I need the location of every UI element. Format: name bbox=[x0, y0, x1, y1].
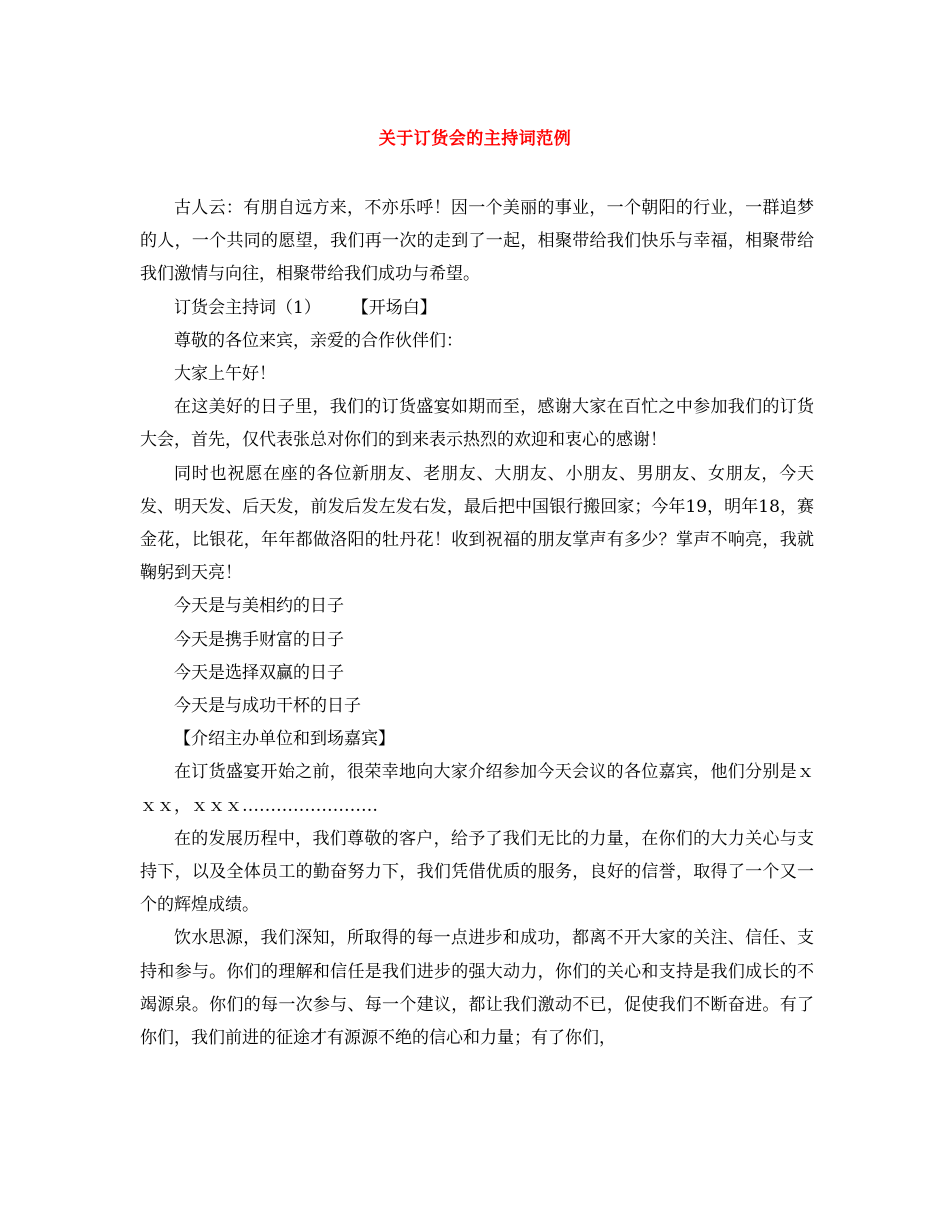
paragraph-greeting: 大家上午好！ bbox=[174, 364, 276, 385]
paragraph-guest-intro: 在订货盛宴开始之前，很荣幸地向大家介绍参加今天会议的各位嘉宾，他们分别是ｘｘｘ，ｘｘｘ…………………… bbox=[140, 762, 814, 816]
paragraph-section-heading-guests: 【介绍主办单位和到场嘉宾】 bbox=[174, 729, 395, 750]
paragraph-section-heading-opening: 订货会主持词（1） 【开场白】 bbox=[174, 297, 437, 318]
paragraph-blessing: 同时也祝愿在座的各位新朋友、老朋友、大朋友、小朋友、男朋友、女朋友，今天发、明天发、后天发，前发后发左发右发，最后把中国银行搬回家；今年19，明年18，赛金花，比银花，年年都做洛阳的牡丹花！收到祝福的朋友掌声有多少？掌声不响亮，我就鞠躬到天亮！ bbox=[140, 463, 814, 584]
paragraph-line-win-win: 今天是选择双赢的日子 bbox=[174, 662, 344, 683]
paragraph-intro: 古人云：有朋自远方来，不亦乐呼！因一个美丽的事业，一个朝阳的行业，一群追梦的人，一个共同的愿望，我们再一次的走到了一起，相聚带给我们快乐与幸福，相聚带给我们激情与向往，相聚带给我们成功与希望。 bbox=[140, 198, 814, 285]
paragraph-line-success: 今天是与成功干杯的日子 bbox=[174, 696, 361, 717]
paragraph-gratitude: 饮水思源，我们深知，所取得的每一点进步和成功，都离不开大家的关注、信任、支持和参与。你们的理解和信任是我们进步的强大动力，你们的关心和支持是我们成长的不竭源泉。你们的每一次参与、每一个建议，都让我们激动不已，促使我们不断奋进。有了你们，我们前进的征途才有源源不绝的信心和力量；有了你们， bbox=[140, 928, 814, 1049]
paragraph-line-wealth: 今天是携手财富的日子 bbox=[174, 629, 344, 650]
paragraph-welcome: 在这美好的日子里，我们的订货盛宴如期而至，感谢大家在百忙之中参加我们的订货大会，首先，仅代表张总对你们的到来表示热烈的欢迎和衷心的感谢！ bbox=[140, 397, 814, 451]
document-title: 关于订货会的主持词范例 bbox=[378, 129, 572, 149]
paragraph-salutation: 尊敬的各位来宾，亲爱的合作伙伴们： bbox=[174, 330, 463, 351]
paragraph-line-beauty: 今天是与美相约的日子 bbox=[174, 596, 344, 617]
paragraph-development: 在的发展历程中，我们尊敬的客户，给予了我们无比的力量，在你们的大力关心与支持下，以及全体员工的勤奋努力下，我们凭借优质的服务，良好的信誉，取得了一个又一个的辉煌成绩。 bbox=[140, 828, 814, 916]
document-body bbox=[140, 192, 814, 1055]
